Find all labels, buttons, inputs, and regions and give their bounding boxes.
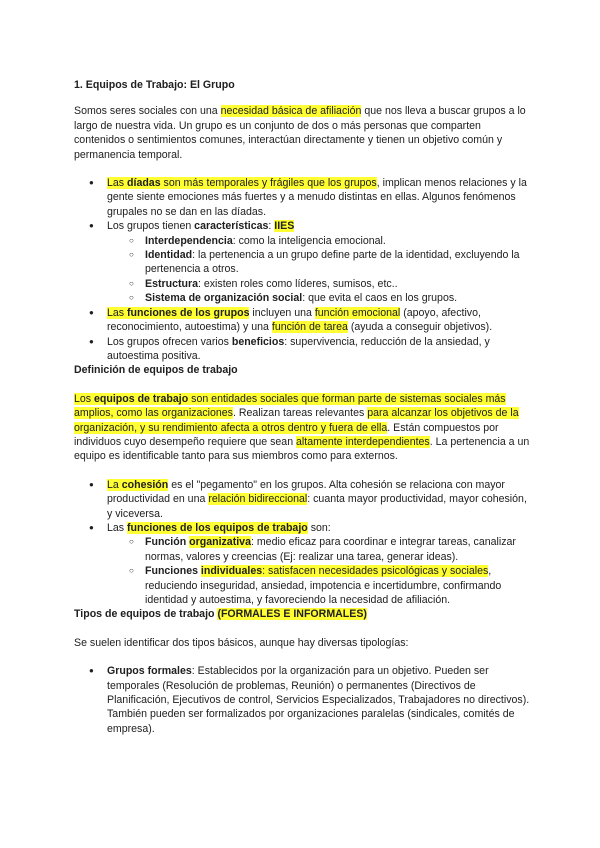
bold-run: Grupos formales xyxy=(107,665,192,678)
sublist-item xyxy=(145,248,530,277)
text-run: : medio eficaz para coordinar e integrar tareas, canalizar normas, valores y creencias (Ej: realizar una tarea, generar ideas). xyxy=(145,536,516,563)
bold-run: Estructura xyxy=(145,277,198,290)
text-run: : la pertenencia a un grupo define parte de la identidad, excluyendo la pertenencia a otros. xyxy=(145,249,520,276)
sublist-item xyxy=(145,564,530,607)
caracteristicas-sublist xyxy=(107,234,530,306)
highlight-bold-run: individuales xyxy=(200,565,263,578)
section1-list xyxy=(74,176,530,363)
highlight-run: Los xyxy=(74,392,95,405)
highlight-run: necesidad básica de afiliación xyxy=(220,105,362,118)
list-item-caracteristicas xyxy=(107,219,530,305)
highlight-run: función de tarea xyxy=(271,321,348,334)
list-item-formales xyxy=(107,664,530,736)
section3-heading xyxy=(74,607,530,621)
bold-run: Sistema de organización social xyxy=(145,292,303,305)
list-item-funciones-equipos xyxy=(107,521,530,607)
sublist-item xyxy=(145,277,530,291)
section3-intro: Se suelen identificar dos tipos básicos, aunque hay diversas tipologías: xyxy=(74,636,409,649)
text-run: Los grupos ofrecen varios xyxy=(107,335,232,348)
highlight-run: son más temporales y frágiles que los grupos xyxy=(160,177,377,190)
sublist-item xyxy=(145,234,530,248)
heading-highlight: (FORMALES E INFORMALES) xyxy=(217,608,367,621)
highlight-run: Las xyxy=(107,177,128,190)
highlight-run: altamente interdependientes xyxy=(296,435,430,448)
section2-paragraph xyxy=(74,392,530,464)
highlight-bold-run: funciones de los grupos xyxy=(127,306,250,319)
section1-heading: 1. Equipos de Trabajo: El Grupo xyxy=(74,79,235,91)
highlight-run: relación bidireccional xyxy=(208,493,308,506)
sublist-item xyxy=(145,291,530,305)
highlight-run: son entidades sociales que forman parte de sistemas sociales más amplios, como las organizaciones xyxy=(74,392,506,420)
section2-heading: Definición de equipos de trabajo xyxy=(74,364,238,377)
text-run: : supervivencia, reducción de la ansiedad, y autoestima positiva. xyxy=(107,335,490,362)
text-run: es el "pegamento" en los grupos. Alta cohesión se relaciona con mayor productividad en una xyxy=(107,478,505,506)
funciones-sublist xyxy=(107,535,530,607)
text-run: (apoyo, afectivo, reconocimiento, autoestima) y una xyxy=(107,306,481,334)
sublist-item xyxy=(145,535,530,564)
text-run: : como la inteligencia emocional. xyxy=(232,234,386,247)
text-run: . Están compuestos por individuos cuyo desempeño requiere que sean xyxy=(74,421,499,448)
text-run: : xyxy=(268,220,275,233)
text-run: : existen roles como líderes, sumisos, etc.. xyxy=(197,277,398,290)
list-item-diadas xyxy=(107,176,530,219)
text-run: , implican menos relaciones y la gente siente emociones más fuertes y a menudo distintas en ellas. Algunos fenómenos grupales no se dan en las díadas. xyxy=(107,177,527,218)
highlight-run: La xyxy=(107,478,122,491)
text-run: : cuanta mayor productividad, mayor cohesión, y viceversa. xyxy=(107,493,527,520)
heading-text: Tipos de equipos de trabajo xyxy=(74,608,218,621)
text-run: . Realizan tareas relevantes xyxy=(232,407,368,420)
section3-list xyxy=(74,664,530,736)
highlight-bold-run: IIES xyxy=(274,220,295,233)
text-run: , reduciendo inseguridad, ansiedad, impotencia e incertidumbre, confirmando identidad y autoestima, y favoreciendo la necesidad de afiliación. xyxy=(145,565,502,606)
bold-run: Función xyxy=(145,536,190,549)
highlight-bold-run: díadas xyxy=(127,177,161,190)
section2-list xyxy=(74,478,530,608)
list-item-funciones xyxy=(107,306,530,335)
text-run: . La pertenencia a un equipo es identificable tanto para sus miembros como para externos. xyxy=(74,435,530,463)
text-run: incluyen una xyxy=(249,306,315,319)
highlight-run: para alcanzar los objetivos de la organización, y su rendimiento afecta a otros dentro y fuera de ella xyxy=(74,407,519,434)
text-run: (ayuda a conseguir objetivos). xyxy=(347,321,493,334)
bold-run: Funciones xyxy=(145,565,201,578)
list-item-cohesion xyxy=(107,478,530,521)
text-run: son: xyxy=(307,521,331,534)
highlight-run: Las xyxy=(107,306,128,319)
list-item-beneficios xyxy=(107,335,530,364)
bold-run: beneficios xyxy=(231,335,285,348)
text-run: Somos seres sociales con una xyxy=(74,105,221,118)
bold-run: Interdependencia xyxy=(145,234,233,247)
bold-run: características xyxy=(194,220,269,233)
bold-run: Identidad xyxy=(145,249,193,262)
section1-intro xyxy=(74,104,530,162)
text-run: : que evita el caos en los grupos. xyxy=(302,292,458,305)
text-run: Las xyxy=(107,521,128,534)
text-run: que nos lleva a buscar grupos a lo largo de nuestra vida. Un grupo es un conjunto de dos o más personas que comparten contenidos o sentimientos comunes, interactúan directamente y tienen un objetivo común y permanencia temporal. xyxy=(74,105,526,161)
highlight-bold-run: cohesión xyxy=(121,478,169,491)
highlight-bold-run: equipos de trabajo xyxy=(94,392,189,405)
highlight-bold-run: funciones de los equipos de trabajo xyxy=(127,521,308,534)
text-run: Los grupos tienen xyxy=(107,220,195,233)
highlight-bold-run: organizativa xyxy=(189,536,251,549)
highlight-run: función emocional xyxy=(314,306,401,319)
text-run: : Establecidos por la organización para un objetivo. Pueden ser temporales (Resolución de problemas, Reunión) o permanentes (Directivos de Planificación, Ejecutivos de control, Servicios Especializados, Trabajadores no directivos). También pueden ser formalizados por organizaciones paralelas (sindicales, comités de empresa). xyxy=(107,665,530,735)
highlight-run: : satisfacen necesidades psicológicas y sociales xyxy=(262,565,489,578)
